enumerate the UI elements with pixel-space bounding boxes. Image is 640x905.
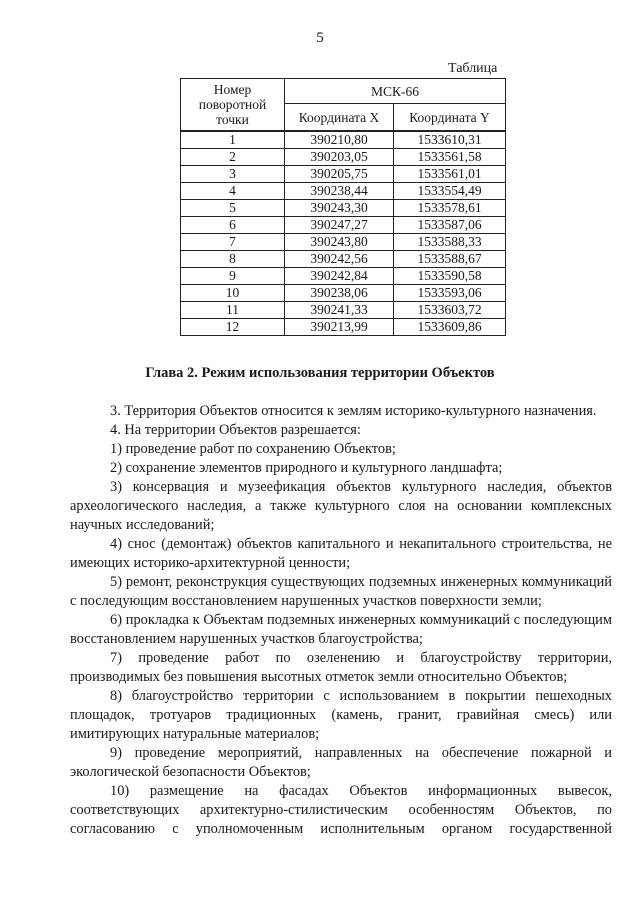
coordinate-y: 1533609,86 [394, 318, 506, 335]
point-number: 1 [181, 131, 285, 148]
body-text [70, 402, 612, 839]
point-number: 5 [181, 199, 285, 216]
list-item: 8) благоустройство территории с использованием в покрытии пешеходных площадок, тротуаров традиционных (камень, гранит, гравийная смесь) или имитирующих натуральные материалов; [70, 688, 612, 742]
point-number: 10 [181, 284, 285, 301]
table-row [181, 233, 506, 250]
list-item: 10) размещение на фасадах Объектов информационных вывесок, соответствующих архитектурно-стилистическим особенностям Объектов, по согласованию с уполномоченным исполнительным органом государственной [70, 783, 612, 837]
point-number: 2 [181, 148, 285, 165]
coordinate-y: 1533593,06 [394, 284, 506, 301]
table-row [181, 199, 506, 216]
table-row [181, 267, 506, 284]
coordinate-y: 1533610,31 [394, 131, 506, 148]
coordinate-x: 390241,33 [285, 301, 394, 318]
point-number: 9 [181, 267, 285, 284]
coordinate-y: 1533561,58 [394, 148, 506, 165]
list-item: 2) сохранение элементов природного и культурного ландшафта; [110, 460, 503, 476]
list-item: 3) консервация и музеефикация объектов культурного наследия, объектов археологического наследия, а также культурного слоя на основании комплексных научных исследований; [70, 479, 612, 533]
point-number: 8 [181, 250, 285, 267]
coordinate-x: 390242,56 [285, 250, 394, 267]
header-point-number: Номер поворотной точки [181, 79, 285, 132]
coordinate-x: 390242,84 [285, 267, 394, 284]
coordinate-x: 390247,27 [285, 216, 394, 233]
table-row [181, 250, 506, 267]
coordinates-table [180, 78, 506, 336]
list-item: 4) снос (демонтаж) объектов капитального и некапитального строительства, не имеющих историко-архитектурной ценности; [70, 536, 612, 571]
table-row [181, 301, 506, 318]
table-row [181, 182, 506, 199]
coordinate-y: 1533588,67 [394, 250, 506, 267]
table-row [181, 216, 506, 233]
coordinate-x: 390213,99 [285, 318, 394, 335]
chapter-title: Глава 2. Режим использования территории Объектов [145, 365, 495, 381]
list-item: 1) проведение работ по сохранению Объектов; [110, 441, 396, 457]
table-row [181, 148, 506, 165]
coordinate-y: 1533578,61 [394, 199, 506, 216]
coordinate-x: 390205,75 [285, 165, 394, 182]
point-number: 7 [181, 233, 285, 250]
header-coordinate-y: Координата Y [394, 104, 506, 132]
point-number: 12 [181, 318, 285, 335]
coordinate-y: 1533588,33 [394, 233, 506, 250]
table-row [181, 318, 506, 335]
coordinate-x: 390238,44 [285, 182, 394, 199]
header-msk66: МСК-66 [285, 79, 506, 104]
coordinate-x: 390203,05 [285, 148, 394, 165]
header-coordinate-x: Координата X [285, 104, 394, 132]
list-item: 5) ремонт, реконструкция существующих подземных инженерных коммуникаций с последующим восстановлением нарушенных участков поверхности земли; [70, 574, 612, 609]
table-row [181, 284, 506, 301]
point-number: 11 [181, 301, 285, 318]
list-item: 9) проведение мероприятий, направленных на обеспечение пожарной и экологической безопасности Объектов; [70, 745, 612, 780]
table-row [181, 165, 506, 182]
coordinate-y: 1533554,49 [394, 182, 506, 199]
list-item: 7) проведение работ по озеленению и благоустройству территории, производимых без повышения высотных отметок земли относительно Объектов; [70, 650, 612, 685]
page-number: 5 [316, 30, 324, 46]
list-item: 6) прокладка к Объектам подземных инженерных коммуникаций с последующим восстановлением нарушенных участков благоустройства; [70, 612, 612, 647]
coordinate-x: 390210,80 [285, 131, 394, 148]
coordinate-x: 390243,80 [285, 233, 394, 250]
coordinate-x: 390243,30 [285, 199, 394, 216]
coordinate-y: 1533561,01 [394, 165, 506, 182]
table-caption: Таблица [448, 61, 498, 76]
table-row [181, 131, 506, 148]
coordinate-y: 1533587,06 [394, 216, 506, 233]
coordinate-x: 390238,06 [285, 284, 394, 301]
coordinate-y: 1533590,58 [394, 267, 506, 284]
point-number: 3 [181, 165, 285, 182]
point-number: 6 [181, 216, 285, 233]
coordinate-y: 1533603,72 [394, 301, 506, 318]
point-number: 4 [181, 182, 285, 199]
paragraph-4: 4. На территории Объектов разрешается: [110, 422, 361, 438]
paragraph-3: 3. Территория Объектов относится к землям историко-культурного назначения. [110, 403, 597, 419]
